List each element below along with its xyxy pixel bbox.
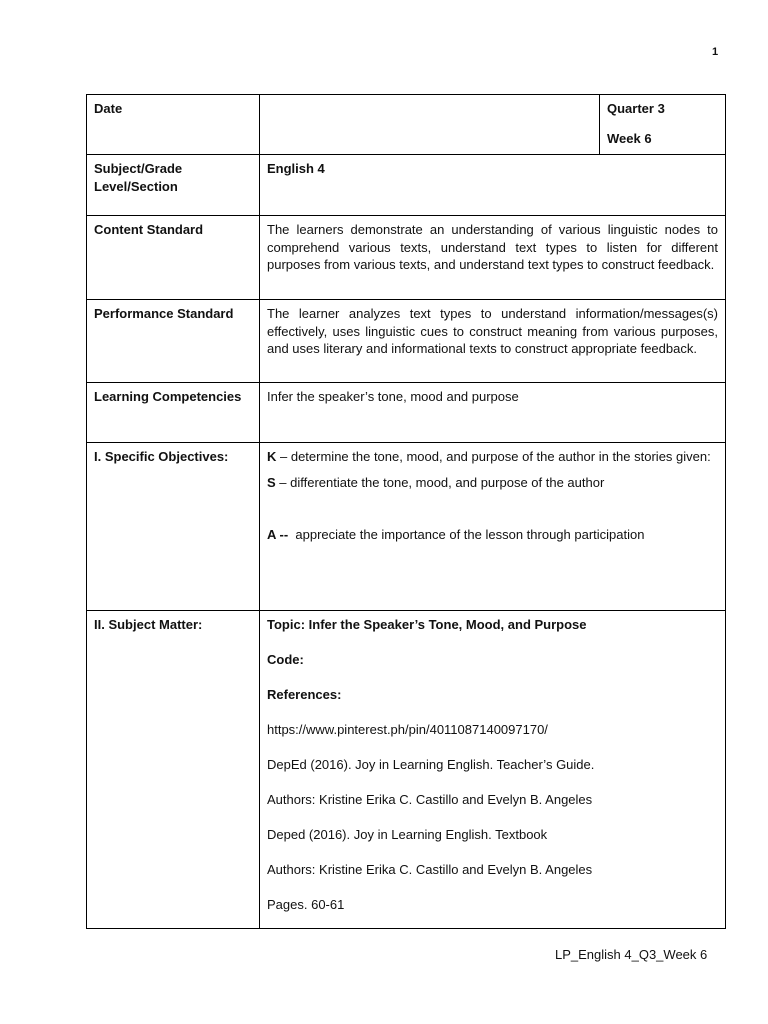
- reference-pages: Pages. 60-61: [267, 897, 345, 912]
- objectives-row: [87, 443, 726, 611]
- topic: Topic: Infer the Speaker’s Tone, Mood, and Purpose: [267, 617, 587, 632]
- date-row: [87, 95, 726, 155]
- reference-url: https://www.pinterest.ph/pin/4011087140097170/: [267, 722, 548, 737]
- performance-standard-label: Performance Standard: [87, 300, 260, 383]
- objective-skill: [267, 474, 718, 492]
- objectives-content: [260, 443, 726, 611]
- objective-s-text: – differentiate the tone, mood, and purpose of the author: [275, 474, 605, 490]
- subject-label: Subject/Grade Level/Section: [87, 155, 260, 216]
- subject-matter-row: [87, 611, 726, 929]
- subject-value: English 4: [260, 155, 726, 216]
- reference-item: Authors: Kristine Erika C. Castillo and Evelyn B. Angeles: [267, 862, 593, 877]
- learning-competencies-text: Infer the speaker’s tone, mood and purpose: [260, 383, 726, 443]
- lesson-plan-table: [86, 94, 726, 929]
- page-number: 1: [712, 46, 719, 58]
- quarter-week-cell: [600, 95, 726, 155]
- quarter-label: Quarter 3: [607, 101, 665, 116]
- objective-attitude: [267, 526, 718, 544]
- objectives-label: I. Specific Objectives:: [87, 443, 260, 611]
- content-standard-row: [87, 216, 726, 300]
- references-label: References:: [267, 687, 342, 702]
- footer: LP_English 4_Q3_Week 6: [555, 947, 708, 962]
- learning-competencies-label: Learning Competencies: [87, 383, 260, 443]
- week-label: Week 6: [607, 130, 652, 146]
- objective-k-prefix: K: [267, 449, 277, 464]
- performance-standard-row: [87, 300, 726, 383]
- reference-item: DepEd (2016). Joy in Learning English. Teacher’s Guide.: [267, 757, 595, 772]
- performance-standard-text: The learner analyzes text types to understand information/messages(s) effectively, uses linguistic cues to construct meaning from various purposes, and uses literary and informational texts to construct appropriate feedback.: [260, 300, 726, 383]
- objective-k-text: – determine the tone, mood, and purpose of the author in the stories given:: [276, 449, 711, 464]
- subject-row: [87, 155, 726, 216]
- subject-matter-label: II. Subject Matter:: [87, 611, 260, 929]
- date-label: Date: [87, 95, 260, 155]
- reference-item: Deped (2016). Joy in Learning English. Textbook: [267, 827, 548, 842]
- objective-s-prefix: S: [267, 474, 276, 490]
- reference-item: Authors: Kristine Erika C. Castillo and Evelyn B. Angeles: [267, 792, 593, 807]
- objective-knowledge: [267, 448, 718, 466]
- date-value: [260, 95, 600, 155]
- objective-a-text: appreciate the importance of the lesson through participation: [288, 527, 645, 542]
- subject-matter-content: [260, 611, 726, 929]
- code-label: Code:: [267, 652, 304, 667]
- content-standard-text: The learners demonstrate an understanding of various linguistic nodes to comprehend various texts, understand text types to listen for different purposes from various texts, and understand text types to construct feedback.: [260, 216, 726, 300]
- objective-a-prefix: A --: [267, 527, 289, 542]
- learning-competencies-row: [87, 383, 726, 443]
- content-standard-label: Content Standard: [87, 216, 260, 300]
